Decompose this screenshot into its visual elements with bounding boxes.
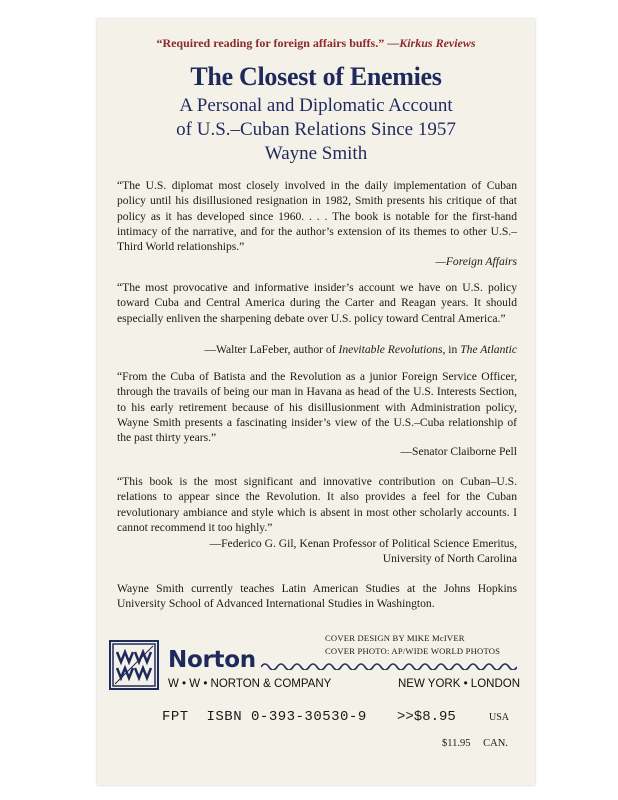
quote-gil: “This book is the most significant and innovative contribution on Cuban–U.S. relations to appear since the Revolution. It also provides a feel for the Cuban revolutionary ambiance and style which is absent in most other scholarly accounts. I cannot recommend it too highly.” <box>117 475 517 534</box>
attribution-publication: The Atlantic <box>460 343 517 356</box>
attribution-gil-line2: University of North Carolina <box>382 552 517 565</box>
author-bio: Wayne Smith currently teaches Latin American Studies at the Johns Hopkins University School of Advanced International Studies in Washington. <box>117 582 517 611</box>
quote-pell: “From the Cuba of Batista and the Revolution as a junior Foreign Service Officer, through the travails of being our man in Havana as head of the U.S. Interests Section, to his early retirement because of his disillusionment with Administration policy, Wayne Smith presents a fascinating insider’s view of the U.S.–Cuba relationship of the past thirty years.” <box>117 370 517 445</box>
quote-foreign-affairs: “The U.S. diplomat most closely involved in the daily implementation of Cuban policy until his disillusioned resignation in 1982, Smith presents his critique of that policy as it has developed since 1960. . . . The book is notable for the first-hand intimacy of the narrative, and for the author’s extension of its themes to other U.S.–Third World relationships.” <box>117 179 517 254</box>
book-title: The Closest of Enemies <box>190 62 442 91</box>
attribution-gil-line1: —Federico G. Gil, Kenan Professor of Political Science Emeritus, <box>209 537 517 550</box>
attribution-lafeber <box>204 342 517 357</box>
attribution-text: —Foreign Affairs <box>435 255 517 268</box>
book-subtitle-line2: of U.S.–Cuban Relations Since 1957 <box>176 119 456 140</box>
currency-usa: USA <box>489 712 510 723</box>
kirkus-quote: “Required reading for foreign affairs buffs.” — <box>156 36 400 50</box>
publisher-full-name: W • W • NORTON & COMPANY <box>168 678 332 690</box>
norton-wordmark: Norton <box>168 647 256 673</box>
isbn-code: FPT ISBN 0-393-30530-9 <box>162 709 367 725</box>
publisher-line <box>168 678 520 690</box>
decorative-wave-border <box>261 660 517 670</box>
attribution-joiner: , in <box>442 343 461 356</box>
book-author: Wayne Smith <box>264 143 368 164</box>
price-us: >>$8.95 <box>397 709 456 725</box>
kirkus-blurb <box>97 36 535 51</box>
quote-lafeber: “The most provocative and informative insider’s account we have on U.S. policy toward Cuba and Central America during the Carter and Reagan years. It should especially enliven the sharpening debate over U.S. policy toward Central America.” <box>117 281 517 325</box>
attribution-author: —Walter LaFeber, author of <box>204 343 339 356</box>
cover-design-credit: COVER DESIGN BY MIKE McIVER <box>325 633 465 643</box>
back-cover <box>97 19 535 785</box>
attribution-foreign-affairs <box>436 254 517 269</box>
book-subtitle-line1: A Personal and Diplomatic Account <box>179 95 453 116</box>
attribution-pell: —Senator Claiborne Pell <box>400 445 517 458</box>
kirkus-source: Kirkus Reviews <box>399 36 476 50</box>
cover-photo-credit: COVER PHOTO: AP/WIDE WORLD PHOTOS <box>325 646 501 656</box>
publisher-cities: NEW YORK • LONDON <box>397 678 520 690</box>
norton-logo-icon <box>111 642 157 688</box>
norton-logo <box>109 640 159 690</box>
price-canada: $11.95 CAN. <box>442 738 508 749</box>
attribution-work: Inevitable Revolutions <box>338 343 443 356</box>
